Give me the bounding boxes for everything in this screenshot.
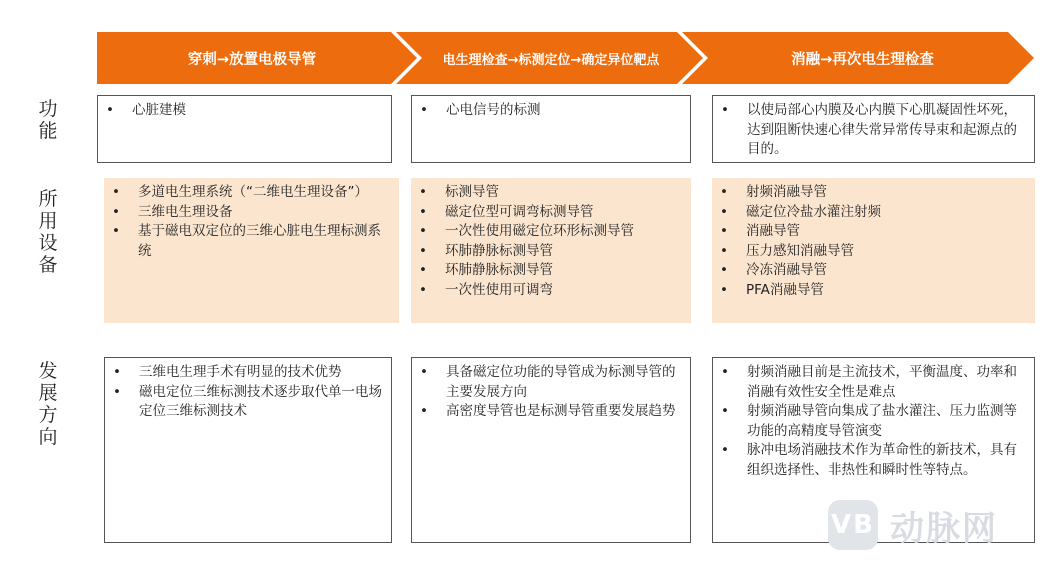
row-label-direction [30,360,66,448]
row-label-char: 方 [38,404,58,426]
bullet-item: • 射频消融导管 [720,183,1027,203]
row-label-char: 能 [38,120,58,142]
bullet-item: • 以使局部心内膜及心内膜下心肌凝固性坏死，达到阻断快速心律失常异常传导束和起源点的目的。 [721,101,1026,160]
stage-label-1: 穿刺→放置电极导管 [187,51,317,68]
equipment-cell-3 [712,178,1035,323]
stage-label-3: 消融→再次电生理检查 [791,51,934,68]
function-cell-2 [411,95,691,163]
watermark [828,500,998,550]
function-cell-3 [712,95,1035,163]
bullet-item: • 一次性使用可调弯 [419,281,683,301]
bullet-item: • 基于磁电双定位的三维心脏电生理标测系统 [112,222,391,261]
row-label-char: 所 [38,188,58,210]
bullet-item: • 高密度导管也是标测导管重要发展趋势 [420,402,682,422]
bullet-item: • 心电信号的标测 [420,101,682,121]
bullet-item: • 磁电定位三维标测技术逐步取代单一电场定位三维标测技术 [113,383,383,422]
row-label-function [30,98,66,142]
watermark-logo-icon: VB [828,500,878,550]
row-label-char: 功 [38,98,58,120]
row-label-char: 展 [38,382,58,404]
bullet-item: • 心脏建模 [106,101,383,121]
bullet-item: • 磁定位型可调弯标测导管 [419,203,683,223]
row-label-char: 用 [38,210,58,232]
watermark-text: 动脉网 [890,508,998,549]
bullet-item: • 具备磁定位功能的导管成为标测导管的主要发展方向 [420,363,682,402]
bullet-item: • 环肺静脉标测导管 [419,261,683,281]
direction-cell-2 [411,357,691,543]
function-cell-1 [97,95,392,163]
bullet-item: • 脉冲电场消融技术作为革命性的新技术，具有组织选择性、非热性和瞬时性等特点。 [721,441,1026,480]
bullet-item: • 多道电生理系统（“二维电生理设备”） [112,183,391,203]
row-label-char: 备 [38,254,58,276]
bullet-item: • 磁定位冷盐水灌注射频 [720,203,1027,223]
equipment-cell-1 [104,178,399,323]
direction-cell-1 [104,357,392,543]
bullet-item: • 射频消融目前是主流技术，平衡温度、功率和消融有效性安全性是难点 [721,363,1026,402]
equipment-cell-2 [411,178,691,323]
bullet-item: • 三维电生理设备 [112,203,391,223]
row-label-equipment [30,188,66,276]
bullet-item: • 压力感知消融导管 [720,242,1027,262]
bullet-item: • 环肺静脉标测导管 [419,242,683,262]
bullet-item: • 标测导管 [419,183,683,203]
row-label-char: 设 [38,232,58,254]
stage-label-2: 电生理检查→标测定位→确定异位靶点 [442,52,660,68]
bullet-item: • PFA消融导管 [720,281,1027,301]
row-label-char: 向 [38,426,58,448]
bullet-item: • 射频消融导管向集成了盐水灌注、压力监测等功能的高精度导管演变 [721,402,1026,441]
bullet-item: • 一次性使用磁定位环形标测导管 [419,222,683,242]
row-label-char: 发 [38,360,58,382]
bullet-item: • 三维电生理手术有明显的技术优势 [113,363,383,383]
bullet-item: • 消融导管 [720,222,1027,242]
bullet-item: • 冷冻消融导管 [720,261,1027,281]
